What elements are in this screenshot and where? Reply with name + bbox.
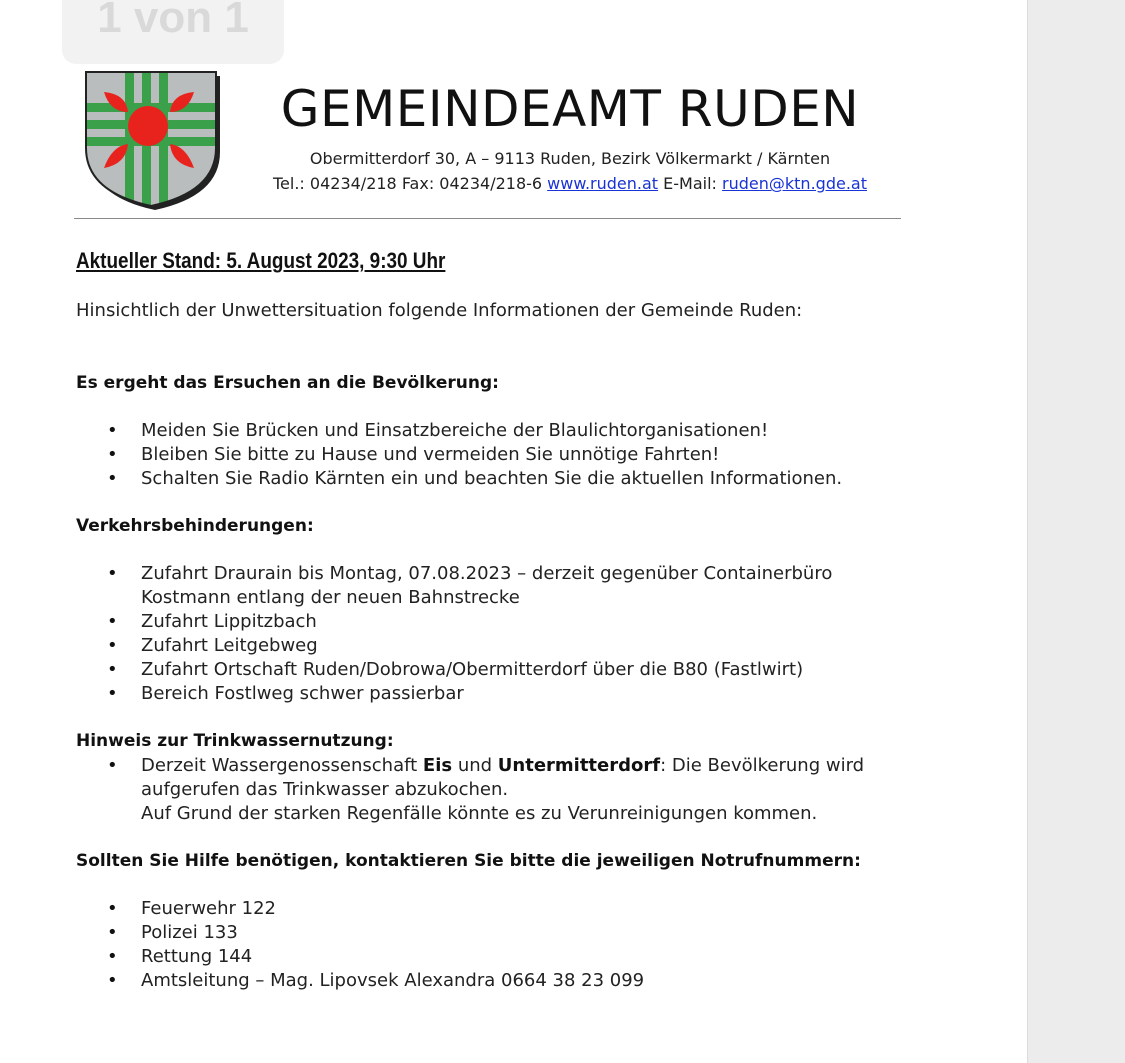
traffic-list <box>76 562 832 706</box>
list-item <box>76 562 832 610</box>
water-cooperative-untermitterdorf: Untermitterdorf <box>497 755 661 776</box>
organization-name: GEMEINDEAMT RUDEN <box>280 80 860 138</box>
header-divider <box>74 218 901 219</box>
list-item: • Zufahrt Ortschaft Ruden/Dobrowa/Obermitterdorf über die B80 (Fastlwirt) <box>76 658 832 682</box>
website-link[interactable]: www.ruden.at <box>547 174 659 193</box>
list-item: • Zufahrt Lippitzbach <box>76 610 832 634</box>
list-item-line <box>141 754 864 778</box>
water-cooperative-eis: Eis <box>422 755 453 776</box>
emergency-heading: Sollten Sie Hilfe benötigen, kontaktieren Sie bitte die jeweiligen Notrufnummern: <box>76 851 861 871</box>
list-item: • Zufahrt Leitgebweg <box>76 634 832 658</box>
water-list <box>76 754 864 826</box>
list-item-line: Auf Grund der starken Regenfälle könnte es zu Verunreinigungen kommen. <box>141 803 818 824</box>
list-item: • Rettung 144 <box>76 945 644 969</box>
list-item: • Feuerwehr 122 <box>76 897 644 921</box>
list-item-line: Kostmann entlang der neuen Bahnstrecke <box>141 587 520 608</box>
intro-text: Hinsichtlich der Unwettersituation folgende Informationen der Gemeinde Ruden: <box>76 300 803 321</box>
list-item: • Bereich Fostlweg schwer passierbar <box>76 682 832 706</box>
phone-fax-text: Tel.: 04234/218 Fax: 04234/218-6 <box>273 174 548 193</box>
water-heading: Hinweis zur Trinkwassernutzung: <box>76 731 394 751</box>
status-heading: Aktueller Stand: 5. August 2023, 9:30 Uhr <box>76 248 446 273</box>
list-item: • Amtsleitung – Mag. Lipovsek Alexandra 0664 38 23 099 <box>76 969 644 993</box>
traffic-heading: Verkehrsbehinderungen: <box>76 516 314 536</box>
address-line: Obermitterdorf 30, A – 9113 Ruden, Bezirk Völkermarkt / Kärnten <box>309 149 831 168</box>
page-indicator: 1 von 1 <box>62 0 284 64</box>
request-heading: Es ergeht das Ersuchen an die Bevölkerung: <box>76 373 499 393</box>
water-text: Derzeit Wassergenossenschaft <box>141 755 423 776</box>
contact-line <box>200 174 940 193</box>
list-item-line: • Zufahrt Draurain bis Montag, 07.08.2023 – derzeit gegenüber Containerbüro <box>141 563 833 584</box>
water-text: und <box>452 755 498 776</box>
email-label: E-Mail: <box>658 174 723 193</box>
list-item <box>76 754 864 826</box>
viewer-background <box>1027 0 1125 1063</box>
request-list <box>76 419 842 491</box>
list-item: • Bleiben Sie bitte zu Hause und vermeiden Sie unnötige Fahrten! <box>76 443 842 467</box>
list-item: • Polizei 133 <box>76 921 644 945</box>
list-item-line: aufgerufen das Trinkwasser abzukochen. <box>141 779 509 800</box>
water-text: : Die Bevölkerung wird <box>660 755 865 776</box>
email-link[interactable]: ruden@ktn.gde.at <box>722 174 867 193</box>
list-item: • Schalten Sie Radio Kärnten ein und beachten Sie die aktuellen Informationen. <box>76 467 842 491</box>
emergency-list <box>76 897 644 993</box>
list-item: • Meiden Sie Brücken und Einsatzbereiche der Blaulichtorganisationen! <box>76 419 842 443</box>
